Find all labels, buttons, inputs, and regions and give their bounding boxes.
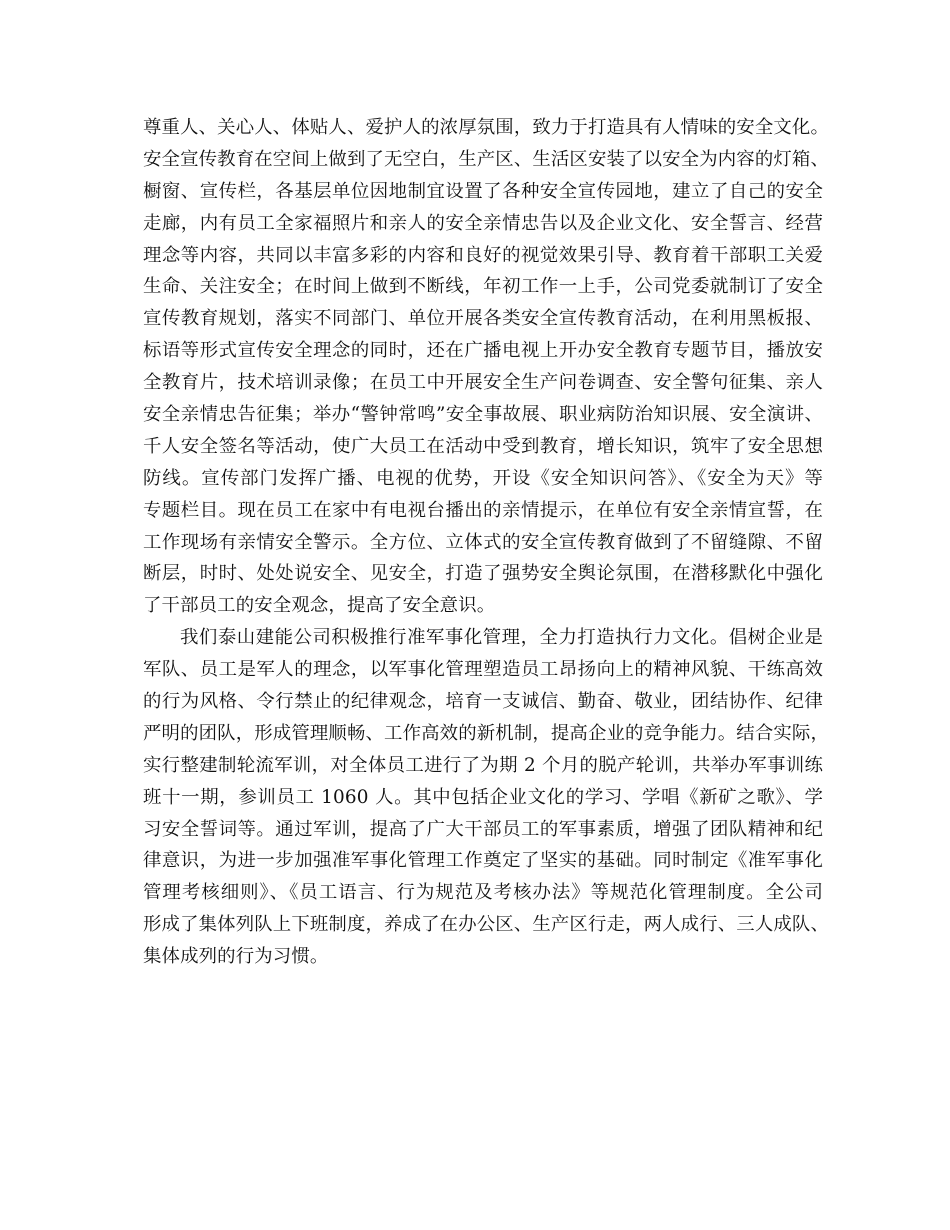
text-line: 的行为风格、令行禁止的纪律观念，培育一支诚信、勤奋、敬业，团结协作、纪律 xyxy=(143,691,823,713)
text-line: 我们泰山建能公司积极推行准军事化管理，全力打造执行力文化。倡树企业是 xyxy=(180,627,823,649)
text-line: 生命、关注安全；在时间上做到不断线，年初工作一上手，公司党委就制订了安全 xyxy=(143,276,823,298)
text-line: 全教育片，技术培训录像；在员工中开展安全生产问卷调查、安全警句征集、亲人 xyxy=(143,372,823,394)
text-line: 理念等内容，共同以丰富多彩的内容和良好的视觉效果引导、教育着干部职工关爱 xyxy=(143,244,823,266)
text-line: 了干部员工的安全观念，提高了安全意识。 xyxy=(143,595,496,617)
paragraph xyxy=(143,112,830,622)
text-line: 标语等形式宣传安全理念的同时，还在广播电视上开办安全教育专题节目，播放安 xyxy=(143,340,823,362)
document-body xyxy=(143,112,830,973)
text-line: 管理考核细则》、《员工语言、行为规范及考核办法》等规范化管理制度。全公司 xyxy=(143,882,823,904)
text-line: 专题栏目。现在员工在家中有电视台播出的亲情提示，在单位有安全亲情宣誓，在 xyxy=(143,499,823,521)
text-line: 工作现场有亲情安全警示。全方位、立体式的安全宣传教育做到了不留缝隙、不留 xyxy=(143,531,823,553)
text-line: 安全亲情忠告征集；举办“警钟常鸣”安全事故展、职业病防治知识展、安全演讲、 xyxy=(143,404,823,426)
paragraph xyxy=(143,622,830,973)
text-line: 习安全誓词等。通过军训，提高了广大干部员工的军事素质，增强了团队精神和纪 xyxy=(143,818,823,840)
text-line: 防线。宣传部门发挥广播、电视的优势，开设《安全知识问答》、《安全为天》等 xyxy=(143,467,823,489)
text-line: 橱窗、宣传栏，各基层单位因地制宜设置了各种安全宣传园地，建立了自己的安全 xyxy=(143,180,823,202)
text-line: 尊重人、关心人、体贴人、爱护人的浓厚氛围，致力于打造具有人情味的安全文化。 xyxy=(143,117,830,138)
text-line: 实行整建制轮流军训，对全体员工进行了为期 2 个月的脱产轮训，共举办军事训练 xyxy=(143,754,823,776)
text-line: 千人安全签名等活动，使广大员工在活动中受到教育，增长知识，筑牢了安全思想 xyxy=(143,435,823,457)
text-line: 宣传教育规划，落实不同部门、单位开展各类安全宣传教育活动，在利用黑板报、 xyxy=(143,308,823,330)
text-line: 走廊，内有员工全家福照片和亲人的安全亲情忠告以及企业文化、安全誓言、经营 xyxy=(143,212,823,234)
text-line: 集体成列的行为习惯。 xyxy=(143,946,329,968)
text-line: 安全宣传教育在空间上做到了无空白，生产区、生活区安装了以安全为内容的灯箱、 xyxy=(143,148,830,170)
text-line: 严明的团队，形成管理顺畅、工作高效的新机制，提高企业的竞争能力。结合实际， xyxy=(143,722,830,744)
text-line: 律意识，为进一步加强准军事化管理工作奠定了坚实的基础。同时制定《准军事化 xyxy=(143,850,823,872)
text-line: 形成了集体列队上下班制度，养成了在办公区、生产区行走，两人成行、三人成队、 xyxy=(143,914,830,936)
text-line: 班十一期，参训员工 1060 人。其中包括企业文化的学习、学唱《新矿之歌》、学 xyxy=(143,786,823,808)
text-line: 断层，时时、处处说安全、见安全，打造了强势安全舆论氛围，在潜移默化中强化 xyxy=(143,563,823,585)
text-line: 军队、员工是军人的理念，以军事化管理塑造员工昂扬向上的精神风貌、干练高效 xyxy=(143,659,823,681)
